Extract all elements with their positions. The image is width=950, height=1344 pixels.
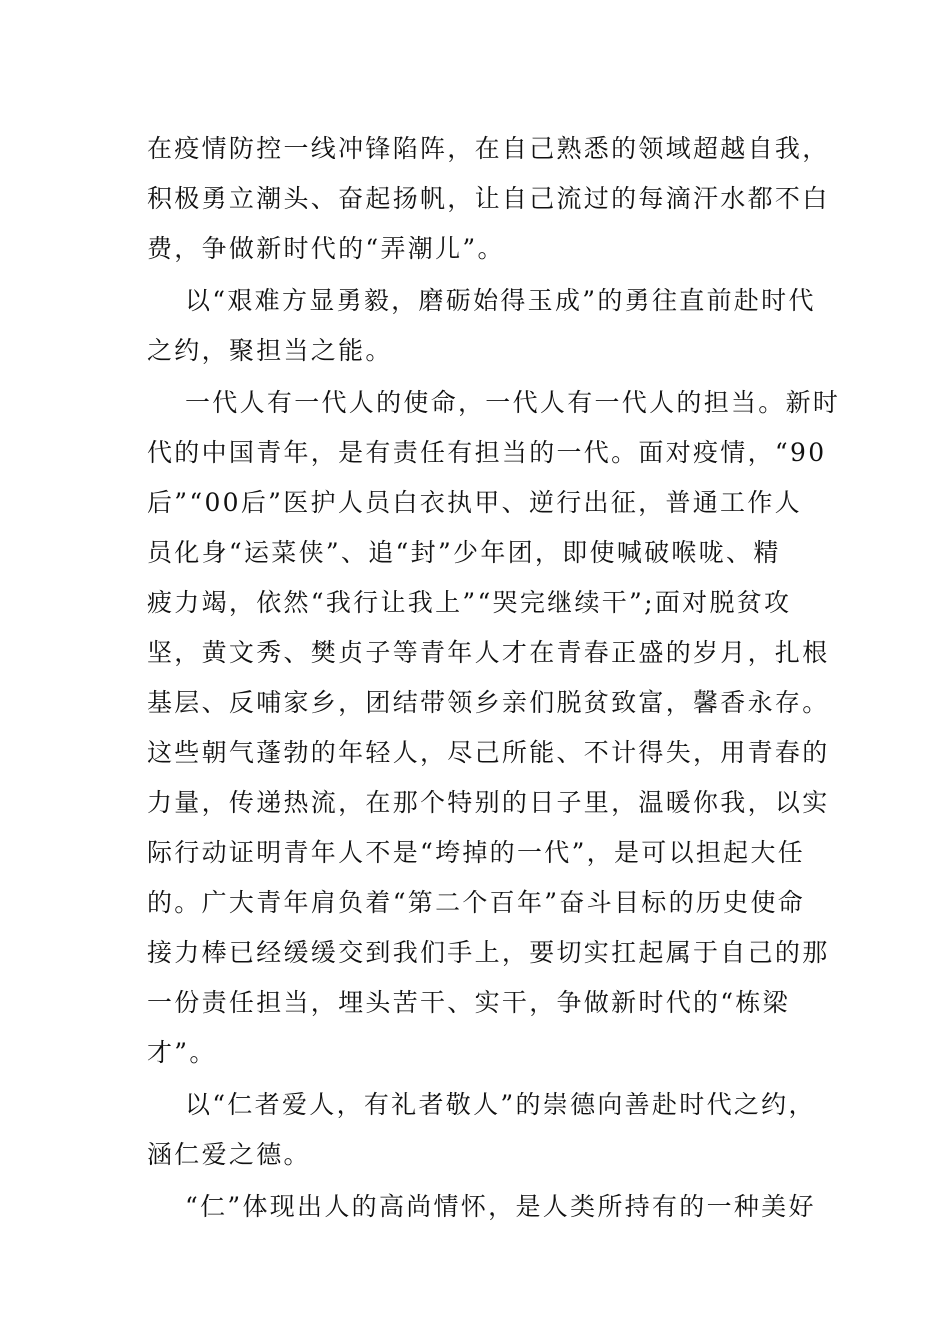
text-line: 在疫情防控一线冲锋陷阵，在自己熟悉的领域超越自我，: [147, 134, 830, 163]
text-line: 才”。: [147, 1038, 217, 1067]
text-line: 代的中国青年，是有责任有担当的一代。面对疫情，“90: [147, 438, 827, 467]
paragraph-first-line: “仁”体现出人的高尚情怀，是人类所持有的一种美好: [185, 1192, 816, 1221]
text-line: 接力棒已经缓缓交到我们手上，要切实扛起属于自己的那: [147, 938, 830, 967]
text-line: 员化身“运菜侠”、追“封”少年团，即使喊破喉咙、精: [147, 538, 781, 567]
text-line: 这些朝气蓬勃的年轻人，尽己所能、不计得失，用青春的: [147, 738, 830, 767]
text-line: 疲力竭，依然“我行让我上”“哭完继续干”;面对脱贫攻: [147, 588, 792, 617]
text-line: 后”“00后”医护人员白衣执甲、逆行出征，普通工作人: [147, 488, 802, 517]
text-line: 力量，传递热流，在那个特别的日子里，温暖你我，以实: [147, 788, 830, 817]
section-heading-line: 之约，聚担当之能。: [147, 336, 393, 365]
text-line: 际行动证明青年人不是“垮掉的一代”，是可以担起大任: [147, 838, 806, 867]
text-line: 的。广大青年肩负着“第二个百年”奋斗目标的历史使命: [147, 888, 806, 917]
text-line: 坚，黄文秀、樊贞子等青年人才在青春正盛的岁月，扎根: [147, 638, 830, 667]
section-heading-line: 涵仁爱之德。: [147, 1140, 311, 1169]
text-line: 基层、反哺家乡，团结带领乡亲们脱贫致富，馨香永存。: [147, 688, 830, 717]
section-heading-line: 以“仁者爱人，有礼者敬人”的崇德向善赴时代之约，: [185, 1090, 816, 1119]
paragraph-first-line: 一代人有一代人的使命，一代人有一代人的担当。新时: [185, 388, 841, 417]
text-line: 一份责任担当，埋头苦干、实干，争做新时代的“栋梁: [147, 988, 790, 1017]
text-line: 积极勇立潮头、奋起扬帆，让自己流过的每滴汗水都不白: [147, 184, 830, 213]
section-heading-line: 以“艰难方显勇毅，磨砺始得玉成”的勇往直前赴时代: [185, 286, 816, 315]
text-line: 费，争做新时代的“弄潮儿”。: [147, 234, 505, 263]
